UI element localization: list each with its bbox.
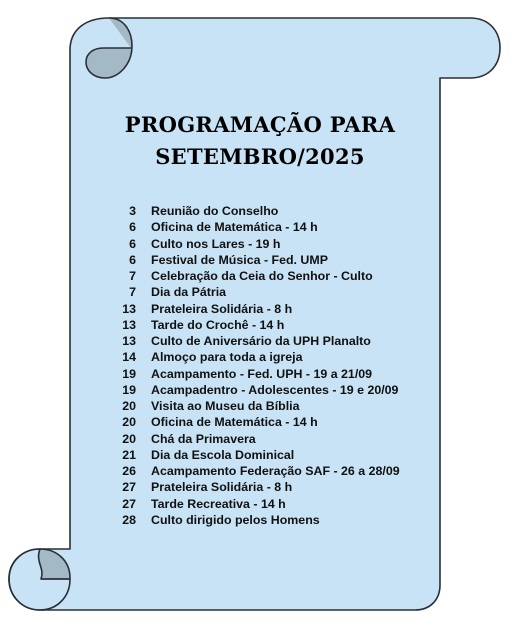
event-day: 6	[129, 252, 136, 267]
event-name: Culto nos Lares - 19 h	[151, 236, 281, 251]
event-day: 21	[122, 447, 136, 462]
event-name: Oficina de Matemática - 14 h	[151, 220, 318, 235]
event-row	[106, 431, 400, 447]
event-row	[106, 349, 400, 365]
event-day: 13	[122, 301, 136, 316]
poster-title-line1: PROGRAMAÇÃO PARA	[124, 112, 396, 137]
event-row	[106, 301, 400, 317]
event-day: 27	[122, 496, 136, 511]
event-day: 20	[122, 415, 136, 430]
event-name: Acampadentro - Adolescentes - 19 e 20/09	[151, 382, 399, 397]
event-row	[106, 479, 400, 495]
event-row	[106, 512, 400, 528]
event-name: Tarde do Crochê - 14 h	[151, 317, 285, 332]
event-name: Reunião do Conselho	[151, 204, 279, 218]
event-row	[106, 219, 400, 235]
event-row	[106, 398, 400, 414]
event-name: Prateleira Solidária - 8 h	[151, 480, 293, 495]
event-name: Visita ao Museu da Bíblia	[151, 399, 300, 413]
event-day: 20	[122, 399, 136, 413]
event-day: 19	[122, 382, 136, 397]
event-name: Dia da Pátria	[151, 285, 227, 300]
event-list	[106, 203, 400, 528]
event-day: 28	[122, 512, 136, 527]
event-day: 26	[122, 464, 136, 478]
event-name: Dia da Escola Dominical	[151, 447, 295, 462]
event-day: 3	[129, 204, 136, 218]
event-name: Culto dirigido pelos Homens	[151, 512, 320, 527]
event-row	[106, 333, 400, 349]
event-day: 7	[129, 285, 136, 300]
event-day: 7	[129, 269, 136, 283]
event-row	[106, 268, 400, 284]
poster-title-line2: SETEMBRO/2025	[155, 144, 365, 169]
event-name: Acampamento Federação SAF - 26 a 28/09	[151, 464, 400, 478]
event-row	[106, 447, 400, 463]
event-day: 14	[122, 350, 136, 365]
event-name: Oficina de Matemática - 14 h	[151, 415, 318, 430]
event-row	[106, 382, 400, 398]
event-name: Festival de Música - Fed. UMP	[151, 252, 328, 267]
event-name: Chá da Primavera	[151, 431, 256, 446]
event-day: 13	[122, 334, 136, 348]
event-day: 19	[122, 366, 136, 381]
event-name: Prateleira Solidária - 8 h	[151, 301, 293, 316]
event-row	[106, 414, 400, 430]
event-day: 6	[129, 236, 136, 251]
event-name: Tarde Recreativa - 14 h	[151, 496, 286, 511]
event-name: Acampamento - Fed. UPH - 19 a 21/09	[151, 366, 373, 381]
event-name: Celebração da Ceia do Senhor - Culto	[151, 269, 373, 283]
event-row	[106, 463, 400, 479]
event-day: 27	[122, 480, 136, 495]
event-day: 6	[129, 220, 136, 235]
event-day: 13	[122, 317, 136, 332]
event-name: Culto de Aniversário da UPH Planalto	[151, 334, 371, 348]
event-row	[106, 366, 400, 382]
event-day: 20	[122, 431, 136, 446]
event-name: Almoço para toda a igreja	[151, 350, 303, 365]
event-row	[106, 236, 400, 252]
event-row	[106, 496, 400, 512]
event-row	[106, 317, 400, 333]
event-row	[106, 203, 400, 219]
event-row	[106, 252, 400, 268]
event-row	[106, 284, 400, 300]
